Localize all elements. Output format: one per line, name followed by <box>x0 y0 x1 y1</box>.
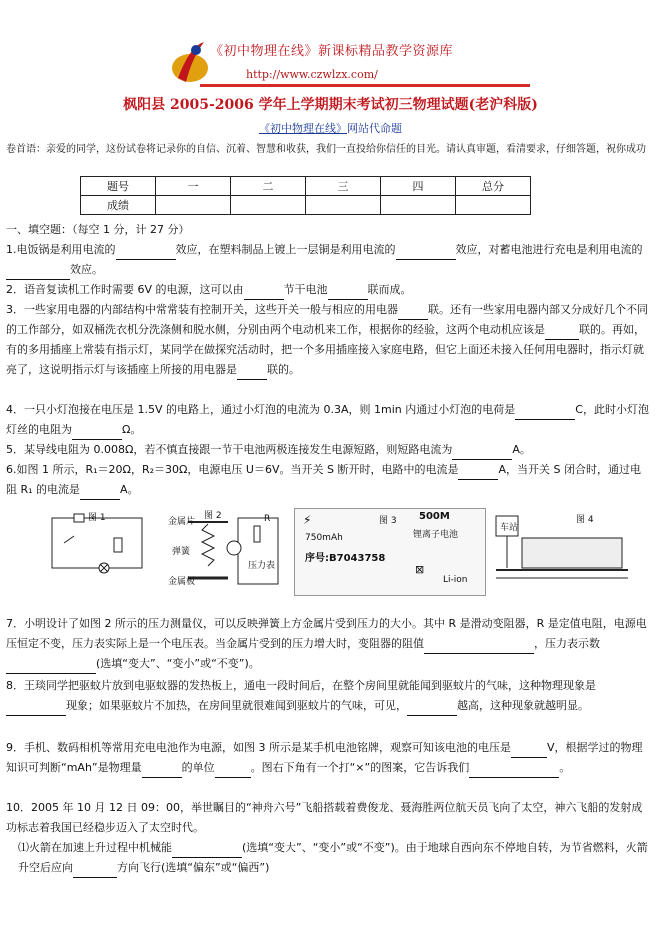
figure-2 <box>168 508 288 594</box>
question-5: 5．某导线电阻为 0.008Ω，若不慎直接跟一节干电池两极连接发生电源短路，则短路电流为 A。 <box>6 440 651 460</box>
score-cell[interactable] <box>156 196 231 215</box>
site-logo <box>170 38 210 86</box>
answer-blank[interactable] <box>458 465 498 480</box>
banner-url[interactable]: http://www.czwlzx.com/ <box>246 68 378 81</box>
question-4: 4．一只小灯泡接在电压是 1.5V 的电路上，通过小灯泡的电流为 0.3A，则 1min 内通过小灯泡的电荷是 C，此时小灯泡灯丝的电阻为 Ω。 <box>6 400 651 440</box>
answer-blank[interactable] <box>452 445 512 460</box>
answer-blank[interactable] <box>545 325 579 340</box>
table-row-label: 成绩 <box>81 196 156 215</box>
figure-2-label: 图 2 <box>204 511 222 521</box>
score-cell[interactable] <box>381 196 456 215</box>
battery-type: Li-ion <box>443 575 468 585</box>
question-9: 9．手机、数码相机等常用充电电池作为电源，如图 3 所示是某手机电池铭牌，观察可知该电池的电压是 V，根据学过的物理知识可判断“mAh”是物理量 的单位 。图右下角有一个打“×”的图案，它告诉我们 。 <box>6 738 651 778</box>
answer-blank[interactable] <box>6 265 70 280</box>
battery-logo-icon: ⚡ <box>303 513 312 527</box>
table-header: 题号 <box>81 177 156 196</box>
figure-4 <box>492 508 632 594</box>
answer-blank[interactable] <box>6 659 96 674</box>
figure-1-label: 图 1 <box>88 513 106 523</box>
score-cell[interactable] <box>456 196 531 215</box>
answer-blank[interactable] <box>515 405 575 420</box>
answer-blank[interactable] <box>469 763 559 778</box>
answer-blank[interactable] <box>407 701 457 716</box>
battery-capacity: 750mAh <box>305 533 343 543</box>
metal-board-label: 金属板 <box>168 577 196 587</box>
gauge-label: 压力表 <box>248 561 276 571</box>
answer-blank[interactable] <box>6 701 66 716</box>
answer-blank[interactable] <box>244 285 284 300</box>
section-heading: 一、填空题：（每空 1 分，计 27 分） <box>6 223 190 236</box>
no-dispose-icon: ⊠ <box>415 563 425 576</box>
battery-serial: 序号:B7043758 <box>305 553 386 564</box>
answer-blank[interactable] <box>511 743 547 758</box>
figure-4-label: 图 4 <box>576 515 594 525</box>
table-header: 四 <box>381 177 456 196</box>
figure-1 <box>44 508 154 594</box>
banner-divider <box>200 84 530 87</box>
answer-blank[interactable] <box>72 425 122 440</box>
answer-blank[interactable] <box>424 639 534 654</box>
battery-model: 500M <box>419 511 450 522</box>
score-cell[interactable] <box>306 196 381 215</box>
answer-blank[interactable] <box>172 843 242 858</box>
question-8: 8．王琰同学把驱蚊片放到电驱蚊器的发热板上，通电一段时间后，在整个房间里就能闻到驱蚊片的气味，这种物理现象是现象；如果驱蚊片不加热，在房间里就很难闻到驱蚊片的气味，可见， 越高，这种现象就越明显。 <box>6 676 651 716</box>
station-sign: 车站 <box>500 523 519 533</box>
subtitle-rest: 网站代命题 <box>347 122 402 135</box>
figure-3-battery <box>294 508 486 596</box>
question-10-part-1: ⑴火箭在加速上升过程中机械能 (选填“变大”、“变小”或“不变”)。由于地球自西向东不停地自转，为节省燃料，火箭升空后应向 方向飞行(选填“偏东”或“偏西”) <box>18 838 651 878</box>
answer-blank[interactable] <box>215 763 251 778</box>
answer-blank[interactable] <box>237 365 267 380</box>
question-7: 7．小明设计了如图 2 所示的压力测量仪，可以反映弹簧上方金属片受到压力的大小。其中 R 是滑动变阻器，R 是定值电阻，电源电压恒定不变，压力表实际上是一个电压表。当金属片受到的压力增大时，变阻器的阻值 ，压力表示数(选填“变大”、“变小”或“不变”)。 <box>6 614 651 674</box>
site-link[interactable]: 《初中物理在线》 <box>259 122 347 135</box>
figures-row <box>44 508 644 598</box>
table-header: 一 <box>156 177 231 196</box>
table-header: 三 <box>306 177 381 196</box>
question-2: 2．语音复读机工作时需要 6V 的电源，这可以由 节干电池 联而成。 <box>6 280 651 300</box>
question-1: 1.电饭锅是利用电流的 效应，在塑料制品上镀上一层铜是利用电流的 效应，对蓄电池进行充电是利用电流的效应。 <box>6 240 651 280</box>
question-6: 6.如图 1 所示，R₁＝20Ω，R₂＝30Ω，电源电压 U＝6V。当开关 S 断开时，电路中的电流是 A，当开关 S 闭合时，通过电阻 R₁ 的电流是 A。 <box>6 460 651 500</box>
score-cell[interactable] <box>231 196 306 215</box>
answer-blank[interactable] <box>116 245 176 260</box>
question-3: 3．一些家用电器的内部结构中常常装有控制开关，这些开关一般与相应的用电器 联。还有一些家用电器内部又分成好几个不同的工作部分，如双桶洗衣机分洗涤侧和脱水侧，分别由两个电动机来工作，根据你的经验，这两个电动机应该是 联的。再如，有的多用插座上常装有指示灯，某同学在做探究活动时，把一个多用插座接入家庭电路，但它上面还未接入任何用电器时，指示灯就亮了，这说明指示灯与该插座上所接的用电器是 联的。 <box>6 300 651 380</box>
answer-blank[interactable] <box>142 763 182 778</box>
resistor-label: R <box>264 514 271 524</box>
battery-name: 锂离子电池 <box>413 530 459 540</box>
table-header: 二 <box>231 177 306 196</box>
table-row <box>81 177 531 196</box>
question-10: 10．2005 年 10 月 12 日 09：00，举世瞩目的“神舟六号”飞船搭载着费俊龙、聂海胜两位航天员飞向了太空，神六飞船的发射成功标志着我国已经稳步迈入了太空时代。 <box>6 801 643 834</box>
answer-blank[interactable] <box>80 485 120 500</box>
answer-blank[interactable] <box>73 863 117 878</box>
page-subtitle <box>0 120 661 136</box>
page-title: 枫阳县 2005-2006 学年上学期期末考试初三物理试题(老沪科版) <box>123 97 538 113</box>
answer-blank[interactable] <box>396 245 456 260</box>
table-header: 总分 <box>456 177 531 196</box>
metal-plate-label: 金属片 <box>168 517 196 527</box>
answer-blank[interactable] <box>398 305 428 320</box>
spring-label: 弹簧 <box>172 547 191 557</box>
banner-title: 《初中物理在线》新课标精品教学资源库 <box>210 44 454 59</box>
preface-note: 卷首语：亲爱的同学，这份试卷将记录你的自信、沉着、智慧和收获，我们一直投给你信任的目光。请认真审题，看清要求，仔细答题，祝你成功 <box>6 144 646 155</box>
figure-3-label: 图 3 <box>379 516 397 526</box>
score-table <box>80 176 531 215</box>
table-row <box>81 196 531 215</box>
answer-blank[interactable] <box>328 285 368 300</box>
